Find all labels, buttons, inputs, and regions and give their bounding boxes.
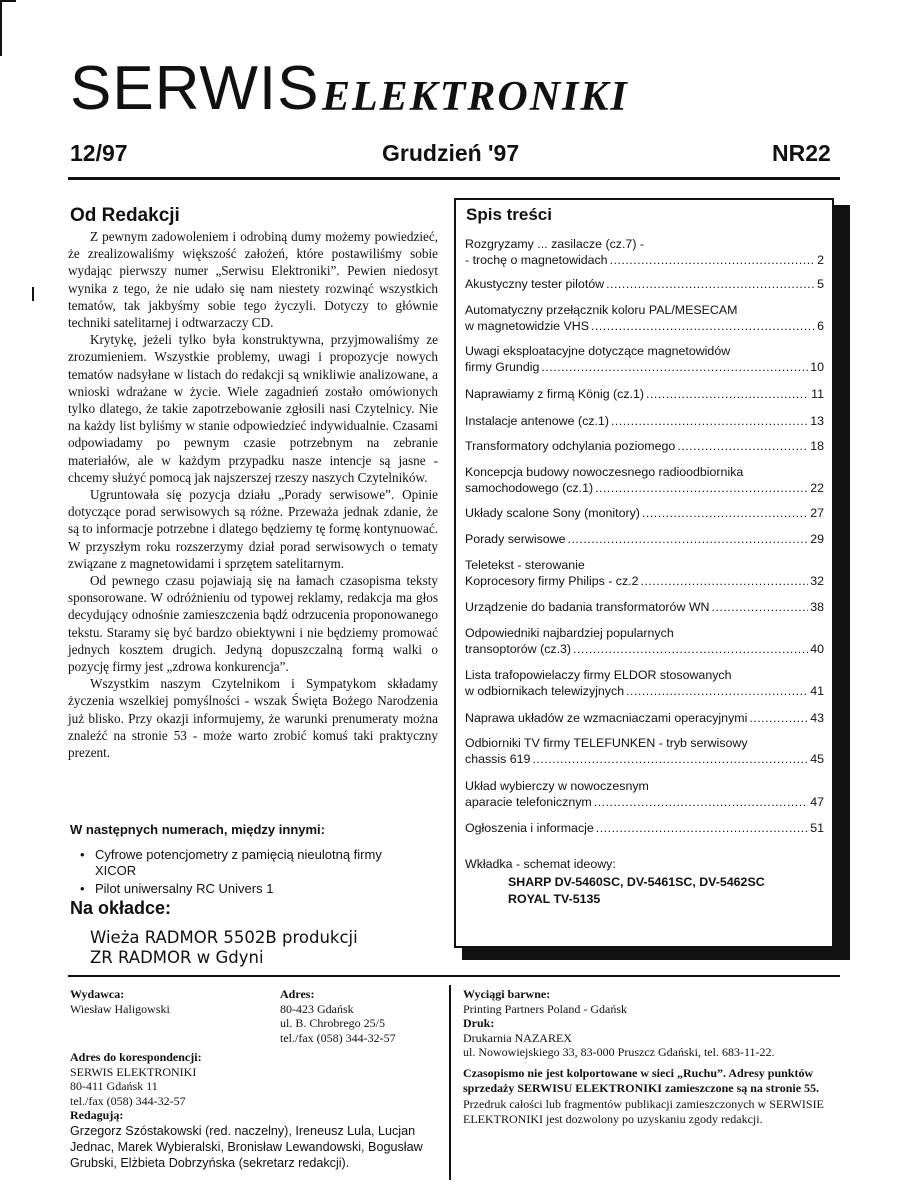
scan-edge-mark — [0, 0, 16, 2]
toc-entry — [465, 599, 824, 615]
toc-leader — [712, 599, 809, 615]
toc-entry — [465, 413, 824, 429]
correspondence-block — [70, 1050, 440, 1171]
toc-entry-title: Rozgryzamy ... zasilacze (cz.7) - — [465, 237, 645, 251]
toc-page-number: 6 — [817, 319, 824, 333]
publisher-label: Wydawca: — [70, 987, 125, 1001]
toc-entry-title: Transformatory odchylania poziomego — [465, 439, 676, 453]
toc-leader — [532, 751, 808, 767]
correspondence-label: Adres do korespondencji: — [70, 1050, 202, 1064]
toc-entry-title: Ogłoszenia i informacje — [465, 821, 594, 835]
insert-label: Wkładka - schemat ideowy: — [465, 857, 616, 871]
cover-line: ZR RADMOR w Gdyni — [90, 948, 264, 967]
toc-entry-title: Koncepcja budowy nowoczesnego radioodbiornika — [465, 465, 744, 479]
toc-page-number: 10 — [810, 360, 824, 374]
toc-entry-title: firmy Grundig — [465, 360, 540, 374]
header-rule — [68, 177, 840, 180]
toc-leader — [677, 438, 808, 454]
editors-label: Redagują: — [70, 1108, 124, 1123]
cover-heading: Na okładce: — [70, 898, 172, 918]
toc-entry-title: Układy scalone Sony (monitory) — [465, 506, 640, 520]
masthead-title-elektroniki: ELEKTRONIKI — [322, 74, 629, 120]
toc-entry — [465, 236, 824, 268]
list-item: • Cyfrowe potencjometry z pamięcią nieulotną firmy XICOR — [80, 847, 420, 879]
toc-entry-title: Koprocesory firmy Philips - cz.2 — [465, 574, 639, 588]
toc-page-number: 22 — [810, 481, 824, 495]
toc-entry-title: transoptorów (cz.3) — [465, 642, 572, 656]
toc-entry-title: Odpowiedniki najbardziej popularnych — [465, 626, 674, 640]
editorial-paragraph: Od pewnego czasu pojawiają się na łamach czasopisma teksty sponsorowane. W odróżnieniu od typowej reklamy, redakcja ma głos decydujący odnośnie zamieszczenia bądź odrzucenia proponowanego tekstu. Staramy się być bardzo obiektywni i nie będziemy promować jednych kosztem drugich. Jedyną dopuszczalną formą walki o pozycję firmy jest „zdrowa konkurencja”. — [68, 573, 438, 675]
toc-leader — [642, 505, 808, 521]
list-item: • Pilot uniwersalny RC Univers 1 — [80, 881, 420, 897]
toc-entry — [465, 557, 824, 589]
color-label: Wyciągi barwne: — [463, 987, 551, 1001]
publisher-name: Wiesław Haligowski — [70, 1001, 170, 1016]
editorial-paragraph: Z pewnym zadowoleniem i odrobiną dumy możemy powiedzieć, że zrealizowaliśmy większość założeń, które postawiliśmy sobie wydając pierwszy numer „Serwisu Elektroniki”. Pewien niedosyt wynika z tego, że nie udało się nam niestety rozwinąć wszystkich tematów, tak jakbyśmy sobie tego życzyli. Dotyczy to głównie techniki satelitarnej i odtwarzaczy CD. — [68, 229, 438, 331]
toc-leader — [541, 359, 808, 375]
toc-page-number: 11 — [811, 387, 824, 401]
toc-entry — [465, 820, 824, 836]
toc-page-number: 45 — [810, 752, 824, 766]
address-label: Adres: — [280, 987, 315, 1001]
print-label: Druk: — [463, 1016, 495, 1031]
toc-leader — [646, 386, 809, 402]
editors-text: Grzegorz Szóstakowski (red. naczelny), Ireneusz Lula, Lucjan Jednac, Marek Wybieralski, Bronisław Lewandowski, Bogusław Grubski, Elżbieta Dobrzyńska (sekretarz redakcji). — [70, 1123, 423, 1170]
toc-entry-title: samochodowego (cz.1) — [465, 481, 594, 495]
toc-page-number: 32 — [810, 574, 824, 588]
toc-leader — [594, 794, 808, 810]
toc-entry-title: Akustyczny tester pilotów — [465, 277, 605, 291]
masthead-title-serwis: SERWIS — [70, 54, 320, 123]
toc-entry-title: w odbiornikach telewizyjnych — [465, 684, 625, 698]
issue-nr: NR22 — [772, 140, 831, 166]
address-line: ul. B. Chrobrego 25/5 — [280, 1016, 385, 1031]
toc-page-number: 18 — [810, 439, 824, 453]
toc-box — [454, 198, 834, 948]
footer-divider — [449, 985, 451, 1180]
toc-entry — [465, 302, 824, 334]
toc-entry — [465, 438, 824, 454]
toc-leader — [596, 820, 808, 836]
editorial-paragraph: Wszystkim naszym Czytelnikom i Sympatykom składamy życzenia wszelkiej pomyślności - wszak Święta Bożego Narodzenia już blisko. Przy okazji informujemy, że warunki prenumeraty można znaleźć na stronie 53 - może warto zrobić komuś taki praktyczny prezent. — [68, 676, 438, 761]
correspondence-line: tel./fax (058) 344-32-57 — [70, 1093, 186, 1108]
toc-entry-title: Naprawa układów ze wzmacniaczami operacyjnymi — [465, 711, 748, 725]
color-text: Printing Partners Poland - Gdańsk — [463, 1001, 627, 1016]
toc-page-number: 43 — [810, 711, 824, 725]
copyright-text: Przedruk całości lub fragmentów publikacji zamieszczonych w SERWISIE ELEKTRONIKI jest dozwolony po uzyskaniu zgody redakcji. — [463, 1097, 824, 1126]
toc-page-number: 41 — [810, 684, 824, 698]
toc-page-number: 27 — [810, 506, 824, 520]
footer-rule — [68, 975, 840, 977]
print-line: ul. Nowowiejskiego 33, 83-000 Pruszcz Gdański, tel. 683-11-22. — [463, 1045, 775, 1060]
correspondence-line: SERWIS ELEKTRONIKI — [70, 1064, 197, 1079]
toc-page-number: 38 — [810, 600, 824, 614]
toc-entry-title: Automatyczny przełącznik koloru PAL/MESECAM — [465, 303, 738, 317]
toc-leader — [626, 683, 808, 699]
toc-entry-title: - trochę o magnetowidach — [465, 253, 608, 267]
toc-entry — [465, 625, 824, 657]
editorial-heading: Od Redakcji — [70, 205, 180, 226]
toc-entry-title: Urządzenie do badania transformatorów WN — [465, 600, 710, 614]
toc-page-number: 5 — [817, 277, 824, 291]
print-block — [463, 987, 843, 1126]
toc-leader — [595, 480, 808, 496]
address-line: tel./fax (058) 344-32-57 — [280, 1030, 396, 1045]
issue-month: Grudzień '97 — [382, 140, 520, 166]
next-issues-list — [80, 847, 420, 899]
toc-entry — [465, 778, 824, 810]
publisher-block — [70, 987, 170, 1016]
toc-entry-title: Porady serwisowe — [465, 532, 566, 546]
toc-entry — [465, 276, 824, 292]
toc-leader — [591, 318, 815, 334]
toc-entry — [465, 505, 824, 521]
toc-page-number: 2 — [817, 253, 824, 267]
editorial-paragraph: Ugruntowała się pozycja działu „Porady serwisowe”. Opinie dotyczące porad serwisowych są różne. Przeważa jednak zdanie, że są to informacje potrzebne i dlatego będziemy tę formę kontynuować. W przyszłym roku rozszerzymy dział porad serwisowych o tematy związane z magnetowidami i sprzętem satelitarnym. — [68, 487, 438, 571]
toc-entry-title: Lista trafopowielaczy firmy ELDOR stosowanych — [465, 668, 732, 682]
address-block — [280, 987, 396, 1045]
toc-entry — [465, 386, 824, 402]
toc-entry-title: Układ wybierczy w nowoczesnym — [465, 779, 649, 793]
toc-leader — [611, 413, 808, 429]
editorial-body — [68, 228, 438, 761]
toc-page-number: 47 — [810, 795, 824, 809]
insert-item: SHARP DV-5460SC, DV-5461SC, DV-5462SC — [508, 875, 765, 889]
editorial-paragraph: Krytykę, jeżeli tylko była konstruktywna, przyjmowaliśmy ze zrozumieniem. Wszystkie problemy, uwagi i propozycje nowych tematów nadsyłane w listach do redakcji są wnikliwie analizowane, a wnioski wdrażane w życie. Wiele zagadnień zostało omówionych tylko dlatego, że takie zapotrzebowanie zgłosili nasi Czytelnicy. Nie na każdy list byliśmy w stanie odpowiedzieć indywidualnie. Czasami odpowiadamy po pewnym czasie potrzebnym na zebranie materiałów, ale w każdym przypadku nasze intencje są jasne - chcemy służyć pomocą jak najszerszej rzeszy naszych Czytelników. — [68, 332, 438, 485]
toc-entry — [465, 531, 824, 547]
toc-entry — [465, 343, 824, 375]
toc-leader — [568, 531, 809, 547]
distribution-notice: Czasopismo nie jest kolportowane w sieci „Ruchu”. Adresy punktów sprzedaży SERWISU ELEKTRONIKI zamieszczone są na stronie 55. — [463, 1065, 820, 1095]
issue-number: 12/97 — [70, 140, 128, 166]
toc-leader — [573, 641, 808, 657]
scan-edge-mark — [0, 0, 2, 56]
toc-entry-title: Odbiorniki TV firmy TELEFUNKEN - tryb serwisowy — [465, 736, 748, 750]
toc-entry-title: w magnetowidzie VHS — [465, 319, 589, 333]
scan-margin-mark — [32, 287, 34, 301]
toc-entry — [465, 667, 824, 699]
toc-page-number: 13 — [810, 414, 824, 428]
toc-entry-title: Teletekst - sterowanie — [465, 558, 585, 572]
toc-entry — [465, 710, 824, 726]
toc-entry — [465, 735, 824, 767]
toc-entry-title: aparacie telefonicznym — [465, 795, 592, 809]
toc-leader — [606, 276, 815, 292]
cover-line: Wieża RADMOR 5502B produkcji — [90, 928, 358, 947]
toc-leader — [610, 252, 816, 268]
toc-entry-title: Instalacje antenowe (cz.1) — [465, 414, 609, 428]
toc-leader — [641, 573, 809, 589]
toc-heading: Spis treści — [466, 205, 552, 224]
toc-entry-title: chassis 619 — [465, 752, 531, 766]
correspondence-line: 80-411 Gdańsk 11 — [70, 1079, 158, 1094]
toc-entry-title: Uwagi eksploatacyjne dotyczące magnetowidów — [465, 344, 731, 358]
cover-description — [90, 928, 410, 968]
next-issues-heading: W następnych numerach, między innymi: — [70, 822, 325, 837]
toc-entry — [465, 464, 824, 496]
address-line: 80-423 Gdańsk — [280, 1001, 354, 1016]
print-line: Drukarnia NAZAREX — [463, 1030, 572, 1045]
toc-page-number: 51 — [810, 821, 824, 835]
toc-entry-title: Naprawiamy z firmą König (cz.1) — [465, 387, 645, 401]
toc-page-number: 40 — [810, 642, 824, 656]
toc-leader — [749, 710, 808, 726]
toc-page-number: 29 — [810, 532, 824, 546]
insert-item: ROYAL TV-5135 — [508, 892, 601, 906]
